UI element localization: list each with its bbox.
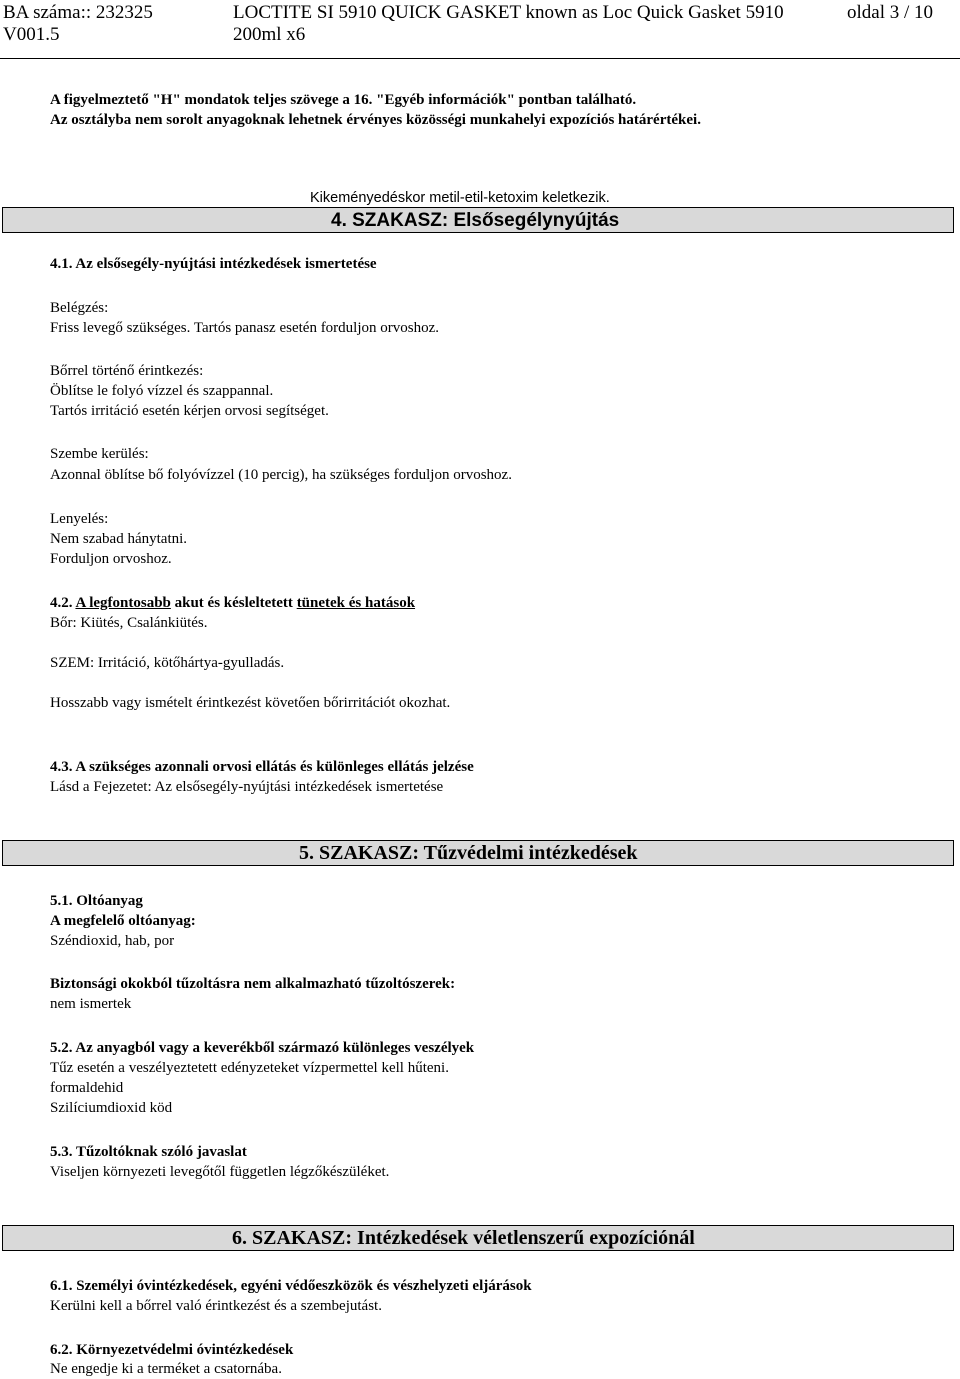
heading-5-1: 5.1. Oltóanyag xyxy=(50,893,143,909)
skin-symptoms: Bőr: Kiütés, Csalánkiütés. xyxy=(50,615,208,631)
heading-6-1-text: Kerülni kell a bőrrel való érintkezést és a szembejutást. xyxy=(50,1298,382,1314)
curing-note: Kikeményedéskor metil-etil-ketoxim keletkezik. xyxy=(310,190,610,206)
inhalation-text: Friss levegő szükséges. Tartós panasz esetén forduljon orvoshoz. xyxy=(50,320,440,336)
product-name: LOCTITE SI 5910 QUICK GASKET known as Loc Quick Gasket 5910 xyxy=(233,2,784,23)
doc-number: BA száma:: 232325 xyxy=(3,2,153,23)
heading-4-1: 4.1. Az elsősegély-nyújtási intézkedések ismertetése xyxy=(50,256,377,272)
heading-6-2-text: Ne engedje ki a terméket a csatornába. xyxy=(50,1361,282,1377)
heading-6-1: 6.1. Személyi óvintézkedések, egyéni védőeszközök és vészhelyzeti eljárások xyxy=(50,1278,532,1294)
heading-4-3-text: Lásd a Fejezetet: Az elsősegély-nyújtási intézkedések ismertetése xyxy=(50,779,444,795)
ingestion-text-2: Forduljon orvoshoz. xyxy=(50,551,172,567)
heading-4-3: 4.3. A szükséges azonnali orvosi ellátás és különleges ellátás jelzése xyxy=(50,759,474,775)
ingestion-label: Lenyelés: xyxy=(50,511,109,527)
heading-5-2-text-3: Szilíciumdioxid köd xyxy=(50,1100,173,1116)
product-size: 200ml x6 xyxy=(233,24,306,45)
heading-4-2 xyxy=(50,593,415,613)
eye-contact-text: Azonnal öblítse bő folyóvízzel (10 percig), ha szükséges forduljon orvoshoz. xyxy=(50,467,512,483)
page-number: oldal 3 / 10 xyxy=(847,2,934,23)
suitable-media-label: A megfelelő oltóanyag: xyxy=(50,913,196,929)
prolonged-contact-note: Hosszabb vagy ismételt érintkezést követően bőrirritációt okozhat. xyxy=(50,695,451,711)
heading-5-3: 5.3. Tűzoltóknak szóló javaslat xyxy=(50,1144,247,1160)
unsuitable-media-label: Biztonsági okokból tűzoltásra nem alkalmazható tűzoltószerek: xyxy=(50,976,456,992)
heading-5-3-text: Viseljen környezeti levegőtől független légzőkészüléket. xyxy=(50,1164,390,1180)
heading-4-2-part-c: tünetek és hatások xyxy=(296,595,416,611)
heading-5-2: 5.2. Az anyagból vagy a keverékből származó különleges veszélyek xyxy=(50,1040,475,1056)
suitable-media-text: Széndioxid, hab, por xyxy=(50,933,175,949)
heading-5-2-text-2: formaldehid xyxy=(50,1080,124,1096)
heading-4-2-number: 4.2. xyxy=(50,595,76,611)
ingestion-text-1: Nem szabad hánytatni. xyxy=(50,531,188,547)
unsuitable-media-text: nem ismertek xyxy=(50,996,132,1012)
heading-6-2: 6.2. Környezetvédelmi óvintézkedések xyxy=(50,1342,294,1358)
intro-line-2: Az osztályba nem sorolt anyagoknak lehetnek érvényes közösségi munkahelyi expozíciós határértékei. xyxy=(50,112,701,128)
skin-contact-text-1: Öblítse le folyó vízzel és szappannal. xyxy=(50,383,274,399)
section-4-title: 4. SZAKASZ: Elsősegélynyújtás xyxy=(331,210,620,231)
heading-4-2-part-b: akut és késleltetett xyxy=(170,595,297,611)
intro-line-1: A figyelmeztető "H" mondatok teljes szövege a 16. "Egyéb információk" pontban található. xyxy=(50,92,637,108)
section-6-title: 6. SZAKASZ: Intézkedések véletlenszerű expozíciónál xyxy=(232,1227,695,1249)
header-divider xyxy=(0,58,960,59)
skin-contact-label: Bőrrel történő érintkezés: xyxy=(50,363,204,379)
doc-version: V001.5 xyxy=(3,24,60,45)
eye-symptoms: SZEM: Irritáció, kötőhártya-gyulladás. xyxy=(50,655,285,671)
heading-5-2-text-1: Tűz esetén a veszélyeztetett edényzeteket vízpermettel kell hűteni. xyxy=(50,1060,449,1076)
heading-4-2-part-a: A legfontosabb xyxy=(75,595,171,611)
eye-contact-label: Szembe kerülés: xyxy=(50,446,149,462)
skin-contact-text-2: Tartós irritáció esetén kérjen orvosi segítséget. xyxy=(50,403,329,419)
inhalation-label: Belégzés: xyxy=(50,300,109,316)
section-5-title: 5. SZAKASZ: Tűzvédelmi intézkedések xyxy=(299,842,638,864)
